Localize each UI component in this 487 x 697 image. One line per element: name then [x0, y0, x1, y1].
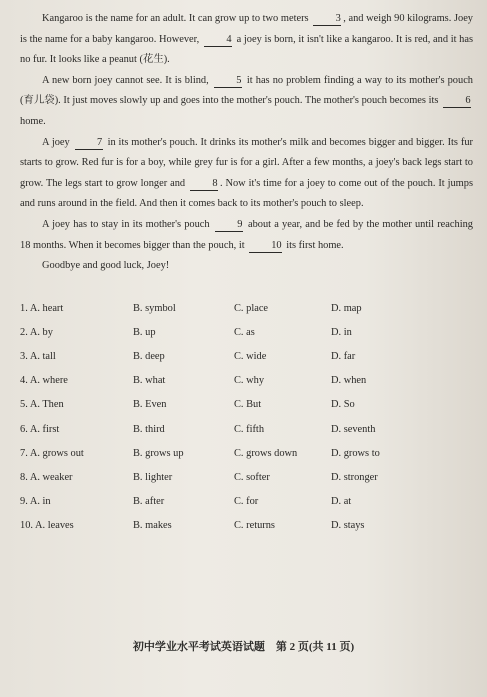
option-7-C: C. grows down: [234, 447, 298, 459]
option-8-A: 8. A. weaker: [20, 472, 73, 484]
option-6-D: D. seventh: [331, 423, 376, 435]
option-4-D: D. when: [331, 375, 367, 387]
paragraph-4: A joey has to stay in its mother's pouch 9 about a year, and be fed by the mother until reaching 18 months. When it becomes bigger than the pouch, it 10 its first home.: [20, 218, 473, 251]
option-3-C: C. wide: [234, 351, 267, 363]
option-6-A: 6. A. first: [20, 423, 60, 435]
option-2-D: D. in: [331, 326, 352, 338]
option-7-A: 7. A. grows out: [20, 447, 84, 459]
blank-7: 7: [75, 137, 103, 150]
option-9-A: 9. A. in: [20, 496, 51, 508]
question-1-options: [20, 303, 473, 327]
paragraph-2: A new born joey cannot see. It is blind, 5 it has no problem finding a way to its mother's pouch (育儿袋). It just moves slowly up and goes into the mother's pouch. The mother's pouch becomes its 6 home.: [20, 74, 474, 127]
blank-5: 5: [214, 75, 242, 88]
question-4-options: [20, 375, 473, 399]
option-8-C: C. softer: [234, 472, 270, 484]
option-5-C: C. But: [234, 399, 262, 411]
option-8-D: D. stronger: [331, 472, 378, 484]
option-9-C: C. for: [234, 496, 259, 508]
paragraph-1: Kangaroo is the name for an adult. It can grow up to two meters 3 , and weigh 90 kilograms. Joey is the name for a baby kangaroo. However, 4 a joey is born, it isn't like a kangaroo. It is red, and it has no fur. It looks like a peanut (花生).: [20, 13, 473, 66]
question-6-options: [20, 424, 473, 448]
option-4-B: B. what: [133, 375, 166, 387]
question-3-options: [20, 351, 473, 375]
option-6-C: C. fifth: [234, 423, 265, 435]
option-3-B: B. deep: [133, 351, 165, 363]
paragraph-3: A joey 7 in its mother's pouch. It drinks its mother's milk and becomes bigger and bigger. Its fur starts to grow. Red fur is for a boy, while grey fur is for a girl. After a few months, a joey's back legs start to grow. The legs start to grow longer and 8 . Now it's time for a joey to come out of the pouch. It jumps and runs around in the field. And then it comes back to its mother's pouch to sleep.: [20, 136, 474, 210]
option-5-B: B. Even: [133, 399, 167, 411]
option-2-B: B. up: [133, 326, 156, 338]
blank-6: 6: [443, 95, 471, 108]
option-4-A: 4. A. where: [20, 375, 68, 387]
cloze-passage: [20, 9, 473, 277]
answer-options: [20, 303, 473, 545]
page-footer: 初中学业水平考试英语试题 第 2 页(共 11 页): [132, 641, 355, 653]
option-1-D: D. map: [331, 302, 362, 314]
option-7-D: D. grows to: [331, 447, 380, 459]
question-8-options: [20, 472, 473, 496]
option-9-D: D. at: [331, 496, 352, 508]
option-1-B: B. symbol: [133, 302, 176, 314]
blank-4: 4: [204, 34, 232, 47]
option-3-D: D. far: [331, 351, 356, 363]
option-10-D: D. stays: [331, 520, 365, 532]
option-7-B: B. grows up: [133, 447, 184, 459]
option-2-C: C. as: [234, 326, 255, 338]
option-6-B: B. third: [133, 423, 165, 435]
blank-8: 8: [190, 178, 218, 191]
question-2-options: [20, 327, 473, 351]
blank-10: 10: [249, 240, 281, 253]
option-10-A: 10. A. leaves: [20, 520, 74, 532]
question-5-options: [20, 399, 473, 423]
option-1-A: 1. A. heart: [20, 302, 64, 314]
option-8-B: B. lighter: [133, 472, 173, 484]
blank-3: 3: [313, 13, 341, 26]
question-7-options: [20, 448, 473, 472]
paragraph-5: Goodbye and good luck, Joey!: [42, 260, 170, 272]
option-5-A: 5. A. Then: [20, 399, 64, 411]
option-1-C: C. place: [234, 302, 269, 314]
option-5-D: D. So: [331, 399, 355, 411]
option-3-A: 3. A. tall: [20, 351, 56, 363]
option-4-C: C. why: [234, 375, 265, 387]
question-9-options: [20, 496, 473, 520]
blank-9: 9: [215, 219, 243, 232]
option-2-A: 2. A. by: [20, 326, 53, 338]
option-9-B: B. after: [133, 496, 165, 508]
option-10-C: C. returns: [234, 520, 275, 532]
question-10-options: [20, 520, 473, 544]
option-10-B: B. makes: [133, 520, 172, 532]
